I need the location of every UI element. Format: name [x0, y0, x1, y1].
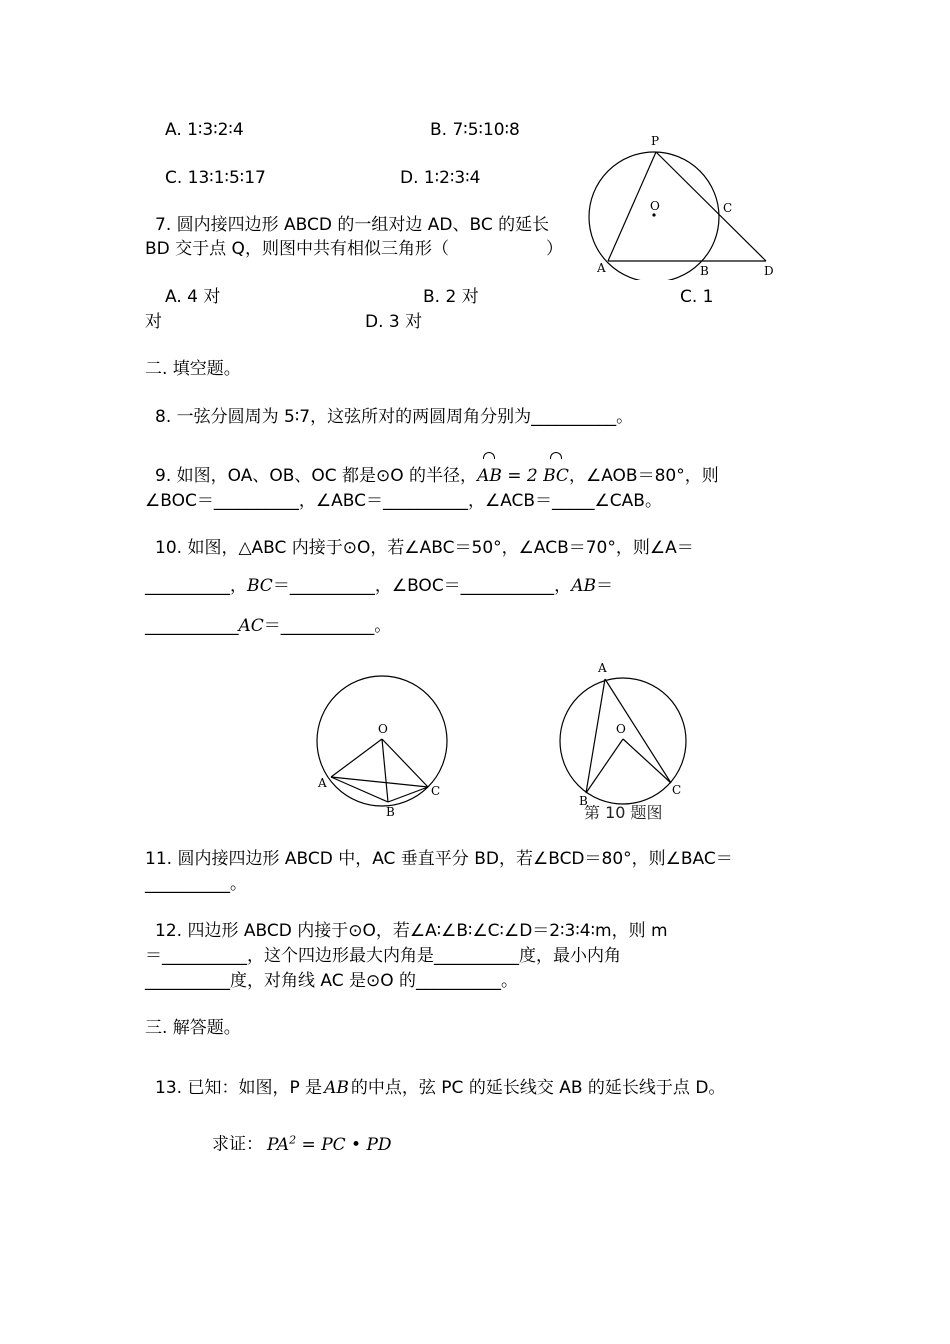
q8-line — [155, 405, 633, 429]
q7-label-a: A — [597, 261, 606, 275]
q8-blank: __________ — [531, 407, 617, 427]
q9-eq: = 2 — [501, 466, 544, 486]
q9-line-oc — [382, 739, 428, 787]
section-2-heading: 二. 填空题。 — [145, 359, 241, 379]
q9-arc-bc: BC — [543, 464, 569, 488]
q7-figure — [580, 130, 780, 280]
q7-label-b: B — [700, 264, 709, 278]
q9-prefix: 9. 如图，OA、OB、OC 都是⊙O 的半径， — [155, 466, 478, 486]
q13-prove-line — [212, 1128, 392, 1157]
q10-label-b: B — [579, 794, 588, 808]
q13-prove-label: 求证： — [212, 1134, 263, 1155]
q9-line-ac — [331, 777, 428, 787]
q10-line-ac — [605, 679, 671, 783]
q11-line2: __________。 — [145, 874, 247, 894]
q7-line-pa — [608, 152, 656, 261]
q12-line3: __________度，对角线 AC 是⊙O 的__________。 — [145, 971, 519, 991]
q7-label-p: P — [651, 134, 660, 148]
q9-line-oa — [331, 739, 382, 777]
q13-line1 — [155, 1076, 725, 1100]
q13-suffix: 的中点，弦 PC 的延长线交 AB 的延长线于点 D。 — [350, 1078, 726, 1098]
q7-option-c-cont: 对 — [145, 312, 162, 332]
q7-label-o: O — [650, 199, 660, 213]
q9-arc-ab: AB — [477, 464, 502, 488]
q10-label-c: C — [672, 783, 682, 797]
q10-eq1: ＝__________，∠BOC＝___________， — [272, 576, 572, 596]
q7-option-d: D. 3 对 — [365, 312, 423, 332]
q9-line1 — [155, 464, 719, 488]
q12-line2: ＝__________，这个四边形最大内角是__________度，最小内角 — [145, 946, 621, 966]
q10-line-ob — [586, 739, 623, 793]
q13-arc-ab: AB — [324, 1078, 349, 1098]
section-3-heading: 三. 解答题。 — [145, 1018, 241, 1038]
q6-option-d: D. 1∶2∶3∶4 — [400, 168, 481, 188]
q10-line3 — [145, 614, 391, 638]
q10-line1: 10. 如图，△ABC 内接于⊙O，若∠ABC＝50°，∠ACB＝70°，则∠A＝ — [155, 538, 694, 558]
q9-figure — [300, 665, 480, 825]
q9-label-c: C — [431, 784, 441, 798]
q10-eq2: ＝ — [595, 576, 613, 596]
q10-arc-ab: AB — [571, 576, 596, 596]
q10-arc-ac: AC — [238, 616, 264, 636]
q9-suffix: ，∠AOB＝80°，则 — [568, 466, 719, 486]
q13-formula: $PA^2$ = PC • PD — [267, 1133, 392, 1155]
q6-option-c: C. 13∶1∶5∶17 — [165, 168, 266, 188]
q7-option-c: C. 1 — [680, 287, 714, 307]
q9-line2: ∠BOC＝__________，∠ABC＝__________，∠ACB＝_____∠CAB。 — [145, 491, 662, 511]
q9-label-a: A — [318, 776, 327, 790]
q9-label-b: B — [386, 805, 395, 819]
q7-label-d: D — [764, 264, 774, 278]
q9-line-ob — [382, 739, 388, 802]
q10-figure-caption-clip — [580, 805, 680, 820]
q8-text: 8. 一弦分圆周为 5∶7，这弦所对的两圆周角分别为 — [155, 407, 532, 427]
q7-option-a: A. 4 对 — [165, 287, 221, 307]
q10-line2 — [145, 574, 613, 598]
q7-option-b: B. 2 对 — [423, 287, 479, 307]
q7-line2: BD 交于点 Q，则图中共有相似三角形（ — [145, 239, 449, 259]
q7-line1: 7. 圆内接四边形 ABCD 的一组对边 AD、BC 的延长 — [155, 215, 550, 235]
q12-line1: 12. 四边形 ABCD 内接于⊙O，若∠A∶∠B∶∠C∶∠D＝2∶3∶4∶m，则 m — [155, 921, 668, 941]
q7-line-pd — [656, 152, 766, 261]
q13-prefix: 13. 已知：如图，P 是 — [155, 1078, 323, 1098]
q8-end: 。 — [616, 407, 634, 427]
q10-line-ab — [586, 679, 605, 793]
q10-blank-c: ___________ — [145, 616, 239, 636]
q9-label-o: O — [378, 722, 388, 736]
q6-option-b: B. 7∶5∶10∶8 — [430, 120, 520, 140]
q9-line-bc — [388, 787, 428, 802]
q7-line2-end: ） — [546, 239, 563, 259]
q10-label-o: O — [616, 722, 626, 736]
q10-figure — [545, 655, 715, 825]
q7-label-c: C — [723, 201, 733, 215]
q10-label-a: A — [598, 661, 607, 675]
q11-line1: 11. 圆内接四边形 ABCD 中，AC 垂直平分 BD，若∠BCD＝80°，则∠BAC＝ — [145, 849, 733, 869]
q7-center-dot — [652, 213, 655, 216]
q10-arc-bc: BC — [247, 576, 273, 596]
q10-figure-caption: 第 10 题图 — [584, 805, 663, 820]
q10-eq3: ＝___________。 — [263, 616, 392, 636]
q10-circle — [560, 678, 686, 804]
q10-blank-a: __________， — [145, 576, 247, 596]
q6-option-a: A. 1∶3∶2∶4 — [165, 120, 244, 140]
